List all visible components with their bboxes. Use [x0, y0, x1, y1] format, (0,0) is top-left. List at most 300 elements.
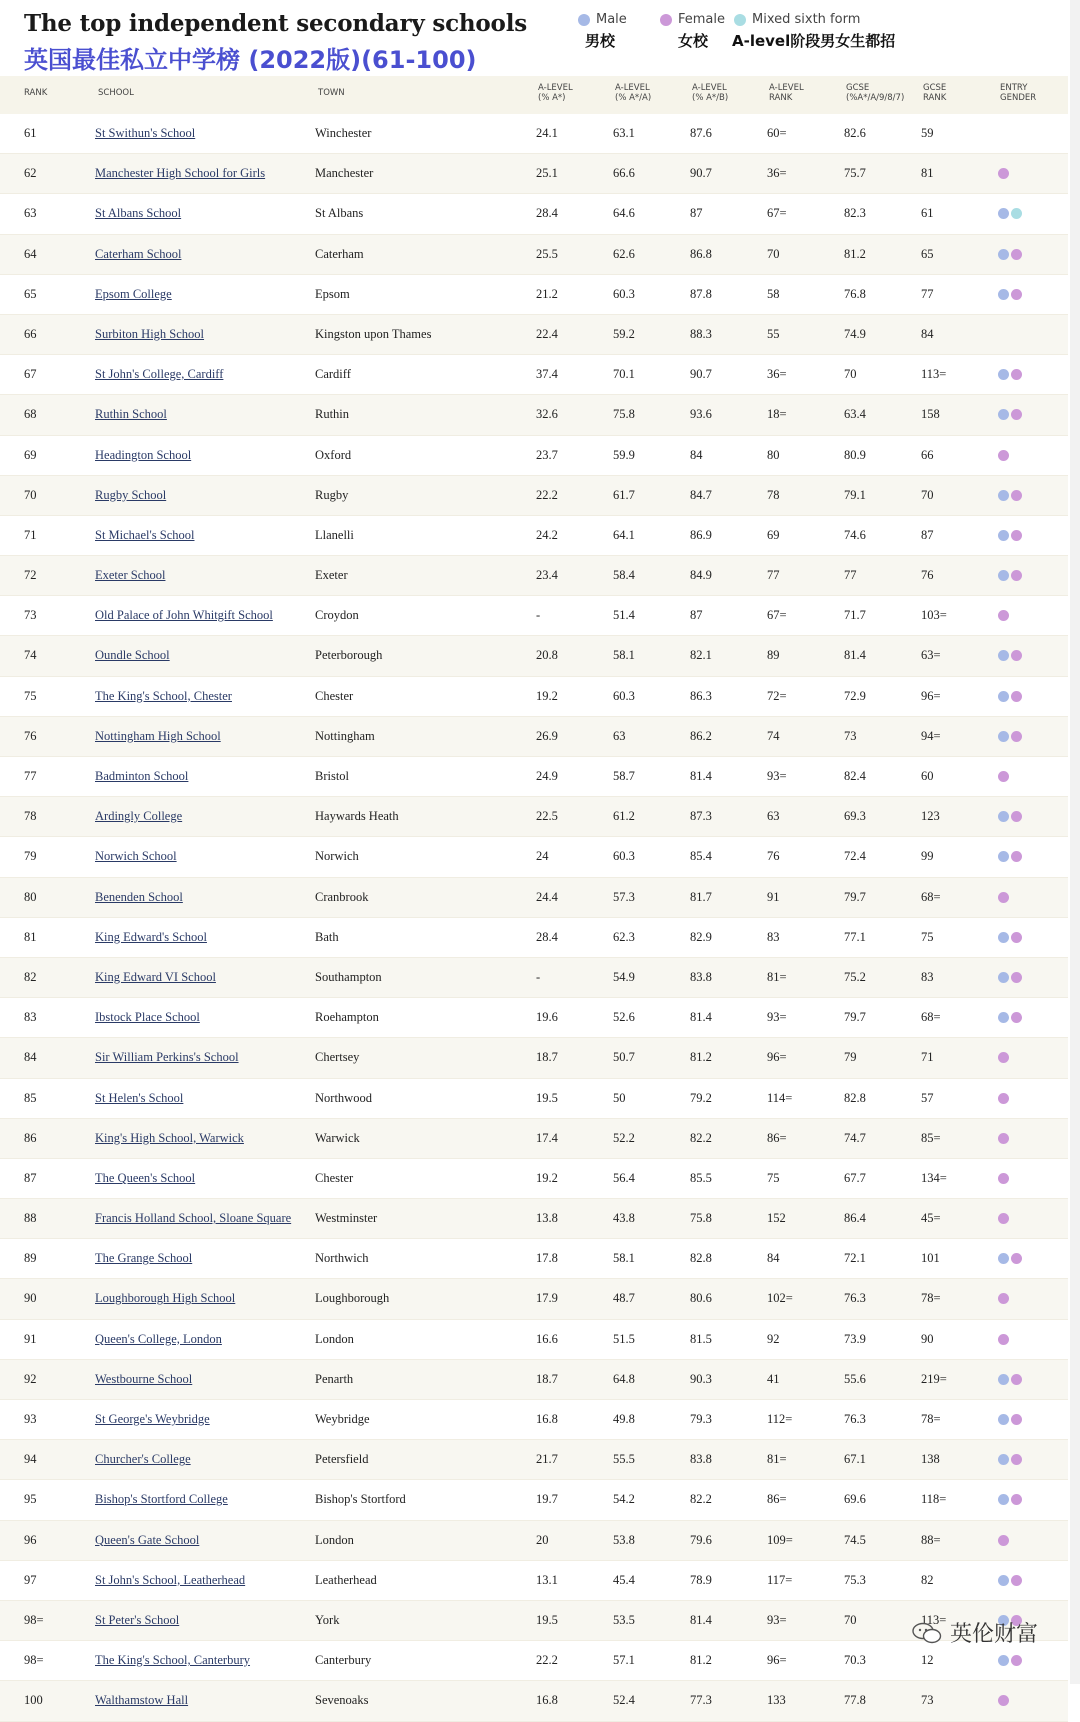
alevel-a-cell: 19.7	[536, 1492, 558, 1507]
gcse-rank-cell: 12	[921, 1653, 934, 1668]
col-gcse	[846, 83, 904, 103]
alevel-ab-cell: 81.4	[690, 1010, 712, 1025]
rank-cell: 79	[24, 849, 37, 864]
school-link[interactable]: Exeter School	[95, 568, 166, 583]
town-cell: Winchester	[315, 126, 372, 140]
female-dot-icon	[1011, 289, 1022, 300]
gcse-rank-cell: 134=	[921, 1170, 947, 1185]
male-dot-icon	[998, 208, 1009, 219]
entry-gender	[998, 289, 1024, 300]
female-dot-icon	[1011, 1655, 1022, 1666]
male-dot-icon	[998, 1454, 1009, 1465]
school-link[interactable]: Surbiton High School	[95, 326, 205, 341]
gcse-cell: 71.7	[844, 608, 866, 623]
rank-cell: 66	[24, 326, 37, 341]
entry-gender	[998, 450, 1011, 461]
town-cell: York	[315, 1612, 340, 1627]
table-row	[0, 958, 1068, 998]
table-row	[0, 878, 1068, 918]
town-cell: Northwich	[315, 1251, 369, 1266]
alevel-rank-cell: 74	[767, 728, 780, 743]
mixed-dot-icon	[1011, 208, 1022, 219]
alevel-ab-cell: 90.3	[690, 1371, 712, 1386]
alevel-a-cell: 21.2	[536, 286, 558, 301]
school-link[interactable]: Ardingly College	[95, 809, 183, 824]
gcse-rank-cell: 60	[921, 769, 934, 783]
col-alevel-ab	[692, 83, 728, 103]
page-edge	[1070, 0, 1080, 1684]
alevel-rank-cell: 76	[767, 849, 780, 864]
rank-cell: 93	[24, 1412, 37, 1426]
mixed-dot-icon	[734, 14, 746, 26]
alevel-ab-cell: 79.6	[690, 1532, 712, 1547]
alevel-a-cell: 20	[536, 1532, 549, 1547]
town-cell: Haywards Heath	[315, 809, 399, 824]
alevel-ab-cell: 81.5	[690, 1331, 712, 1346]
town-cell: Sevenoaks	[315, 1693, 369, 1708]
school-link[interactable]: The Queen's School	[95, 1170, 196, 1185]
alevel-a-cell: 19.5	[536, 1090, 558, 1105]
town-cell: Exeter	[315, 568, 348, 583]
rank-cell: 98=	[24, 1653, 44, 1668]
male-dot-icon	[998, 731, 1009, 742]
rank-cell: 76	[24, 728, 37, 743]
alevel-rank-cell: 81=	[767, 1452, 787, 1467]
female-dot-icon	[998, 1052, 1009, 1063]
rank-cell: 83	[24, 1010, 37, 1025]
alevel-rank-cell: 78	[767, 487, 780, 502]
school-link[interactable]: St John's College, Cardiff	[95, 367, 224, 382]
col-alevel-aa-line2: (% A*/A)	[615, 93, 652, 103]
gcse-rank-cell: 61	[921, 206, 934, 221]
alevel-aa-cell: 58.1	[613, 1251, 635, 1266]
alevel-ab-cell: 93.6	[690, 407, 712, 422]
gcse-cell: 75.2	[844, 969, 866, 984]
alevel-ab-cell: 81.7	[690, 889, 712, 904]
school-link[interactable]: The King's School, Chester	[95, 688, 232, 703]
school-link[interactable]: Ruthin School	[95, 407, 167, 422]
school-link[interactable]: The Grange School	[95, 1251, 193, 1266]
gcse-cell: 74.5	[844, 1532, 866, 1547]
table-row	[0, 114, 1068, 154]
alevel-rank-cell: 67=	[767, 206, 787, 221]
gcse-cell: 67.1	[844, 1452, 866, 1467]
entry-gender	[998, 1575, 1024, 1586]
rank-cell: 64	[24, 246, 37, 261]
rank-cell: 75	[24, 688, 37, 703]
table-row	[0, 1601, 1068, 1641]
alevel-a-cell: 23.7	[536, 447, 558, 462]
alevel-rank-cell: 96=	[767, 1050, 787, 1065]
alevel-aa-cell: 54.2	[613, 1492, 635, 1507]
gcse-cell: 75.3	[844, 1572, 866, 1587]
school-link[interactable]: Francis Holland School, Sloane Square	[95, 1211, 292, 1226]
entry-gender	[998, 1334, 1011, 1345]
gcse-cell: 77	[844, 568, 857, 583]
school-link[interactable]: Badminton School	[95, 769, 189, 783]
table-row	[0, 1561, 1068, 1601]
gcse-rank-cell: 73	[921, 1693, 934, 1708]
alevel-a-cell: 17.4	[536, 1130, 558, 1145]
alevel-rank-cell: 117=	[767, 1572, 793, 1587]
school-link[interactable]: Oundle School	[95, 648, 170, 663]
school-link[interactable]: Queen's College, London	[95, 1331, 222, 1346]
table-row	[0, 1480, 1068, 1520]
alevel-ab-cell: 77.3	[690, 1693, 712, 1708]
col-school: SCHOOL	[98, 88, 134, 98]
alevel-ab-cell: 84	[690, 447, 703, 462]
alevel-rank-cell: 93=	[767, 1010, 787, 1025]
alevel-a-cell: 23.4	[536, 568, 558, 583]
table-row	[0, 797, 1068, 837]
male-dot-icon	[998, 249, 1009, 260]
alevel-ab-cell: 86.9	[690, 527, 712, 542]
female-dot-icon	[998, 892, 1009, 903]
school-link[interactable]: Queen's Gate School	[95, 1532, 200, 1547]
gcse-rank-cell: 101	[921, 1251, 940, 1266]
school-link[interactable]: St Peter's School	[95, 1612, 180, 1627]
town-cell: Oxford	[315, 447, 352, 462]
alevel-ab-cell: 82.8	[690, 1251, 712, 1266]
school-link[interactable]: St Helen's School	[95, 1090, 184, 1105]
female-dot-icon	[1011, 811, 1022, 822]
school-link[interactable]: Norwich School	[95, 849, 177, 864]
alevel-a-cell: 22.2	[536, 487, 558, 502]
page-title: The top independent secondary schools	[24, 10, 527, 37]
gcse-cell: 80.9	[844, 447, 866, 462]
col-alevel-ab-line2: (% A*/B)	[692, 93, 729, 103]
rank-cell: 78	[24, 809, 37, 824]
male-dot-icon	[998, 811, 1009, 822]
gcse-rank-cell: 123	[921, 809, 940, 824]
table-row	[0, 1521, 1068, 1561]
female-dot-icon	[998, 1093, 1009, 1104]
alevel-a-cell: 18.7	[536, 1050, 558, 1065]
table-row	[0, 596, 1068, 636]
rank-cell: 82	[24, 969, 37, 984]
alevel-aa-cell: 53.8	[613, 1532, 635, 1547]
school-link[interactable]: Caterham School	[95, 246, 182, 261]
alevel-rank-cell: 36=	[767, 367, 787, 382]
school-link[interactable]: Sir William Perkins's School	[95, 1050, 239, 1065]
school-link[interactable]: Westbourne School	[95, 1371, 193, 1386]
school-link[interactable]: Headington School	[95, 447, 192, 462]
alevel-rank-cell: 55	[767, 326, 780, 341]
gcse-rank-cell: 78=	[921, 1291, 941, 1306]
alevel-rank-cell: 152	[767, 1211, 786, 1226]
gcse-cell: 82.4	[844, 769, 866, 783]
male-dot-icon	[998, 530, 1009, 541]
alevel-a-cell: 16.6	[536, 1331, 558, 1346]
rank-cell: 85	[24, 1090, 37, 1105]
alevel-a-cell: 17.9	[536, 1291, 558, 1306]
gcse-cell: 74.9	[844, 326, 866, 341]
gcse-rank-cell: 113=	[921, 367, 947, 382]
alevel-a-cell: 21.7	[536, 1452, 558, 1467]
gcse-cell: 79	[844, 1050, 857, 1065]
town-cell: Petersfield	[315, 1452, 369, 1467]
watermark-text: 英伦财富	[949, 1622, 1038, 1647]
gcse-rank-cell: 84	[921, 326, 934, 341]
table-row	[0, 1199, 1068, 1239]
gcse-rank-cell: 68=	[921, 1010, 941, 1025]
alevel-aa-cell: 48.7	[613, 1291, 635, 1306]
school-link[interactable]: Bishop's Stortford College	[95, 1492, 228, 1507]
alevel-a-cell: 28.4	[536, 929, 558, 944]
alevel-aa-cell: 55.5	[613, 1452, 635, 1467]
alevel-ab-cell: 78.9	[690, 1572, 712, 1587]
gcse-rank-cell: 45=	[921, 1211, 941, 1226]
legend-mixed-label: Mixed sixth form	[752, 12, 861, 27]
school-link[interactable]: Churcher's College	[95, 1452, 191, 1467]
female-dot-icon	[1011, 369, 1022, 380]
alevel-aa-cell: 58.7	[613, 769, 635, 783]
school-link[interactable]: Manchester High School for Girls	[95, 166, 266, 181]
gcse-cell: 70	[844, 367, 857, 382]
gcse-rank-cell: 65	[921, 246, 934, 261]
alevel-ab-cell: 79.2	[690, 1090, 712, 1105]
gcse-rank-cell: 78=	[921, 1412, 941, 1426]
schools-table	[0, 114, 1068, 1722]
rank-cell: 72	[24, 568, 37, 583]
col-gcse-line1: GCSE	[846, 83, 870, 93]
alevel-ab-cell: 85.4	[690, 849, 712, 864]
town-cell: Llanelli	[315, 527, 354, 542]
female-dot-icon	[1011, 691, 1022, 702]
entry-gender	[998, 1414, 1024, 1425]
gcse-cell: 73.9	[844, 1331, 866, 1346]
alevel-aa-cell: 60.3	[613, 688, 635, 703]
alevel-ab-cell: 87	[690, 608, 703, 623]
alevel-rank-cell: 58	[767, 286, 780, 301]
school-link[interactable]: St John's School, Leatherhead	[95, 1572, 246, 1587]
alevel-a-cell: 17.8	[536, 1251, 558, 1266]
alevel-rank-cell: 109=	[767, 1532, 793, 1547]
col-alevel-rank	[769, 83, 804, 103]
alevel-aa-cell: 53.5	[613, 1612, 635, 1627]
alevel-a-cell: 32.6	[536, 407, 558, 422]
gcse-cell: 55.6	[844, 1371, 866, 1386]
entry-gender	[998, 1093, 1011, 1104]
alevel-ab-cell: 83.8	[690, 969, 712, 984]
alevel-rank-cell: 18=	[767, 407, 787, 422]
col-alevel-rank-line1: A-LEVEL	[769, 83, 804, 93]
school-link[interactable]: St Michael's School	[95, 527, 195, 542]
alevel-aa-cell: 61.2	[613, 809, 635, 824]
table-row	[0, 154, 1068, 194]
male-dot-icon	[998, 932, 1009, 943]
alevel-ab-cell: 80.6	[690, 1291, 712, 1306]
school-link[interactable]: St Albans School	[95, 206, 182, 221]
alevel-aa-cell: 54.9	[613, 969, 635, 984]
alevel-aa-cell: 66.6	[613, 166, 635, 181]
school-link[interactable]: King's High School, Warwick	[95, 1130, 244, 1145]
female-dot-icon	[998, 771, 1009, 782]
male-dot-icon	[998, 1253, 1009, 1264]
school-link[interactable]: Epsom College	[95, 286, 172, 301]
col-entry-line2: GENDER	[1000, 93, 1037, 103]
rank-cell: 86	[24, 1130, 37, 1145]
town-cell: Chester	[315, 688, 354, 703]
alevel-a-cell: 26.9	[536, 728, 558, 743]
alevel-ab-cell: 87.3	[690, 809, 712, 824]
rank-cell: 62	[24, 166, 37, 181]
entry-gender	[998, 1213, 1011, 1224]
gcse-cell: 81.4	[844, 648, 866, 663]
rank-cell: 73	[24, 608, 37, 623]
alevel-aa-cell: 45.4	[613, 1572, 635, 1587]
male-dot-icon	[998, 1414, 1009, 1425]
alevel-rank-cell: 102=	[767, 1291, 793, 1306]
table-row	[0, 1279, 1068, 1319]
alevel-rank-cell: 63	[767, 809, 780, 824]
school-link[interactable]: The King's School, Canterbury	[95, 1653, 251, 1668]
entry-gender	[998, 691, 1024, 702]
gcse-rank-cell: 77	[921, 286, 934, 301]
alevel-rank-cell: 69	[767, 527, 780, 542]
gcse-rank-cell: 118=	[921, 1492, 947, 1507]
entry-gender	[998, 1454, 1024, 1465]
school-link[interactable]: Old Palace of John Whitgift School	[95, 608, 273, 623]
legend-male-note: 男校	[585, 32, 616, 50]
gcse-cell: 81.2	[844, 246, 866, 261]
alevel-a-cell: 16.8	[536, 1412, 558, 1426]
table-row	[0, 355, 1068, 395]
alevel-aa-cell: 64.1	[613, 527, 635, 542]
town-cell: St Albans	[315, 206, 364, 221]
alevel-a-cell: 24.2	[536, 527, 558, 542]
entry-gender	[998, 771, 1011, 782]
gcse-cell: 79.7	[844, 1010, 866, 1025]
alevel-ab-cell: 90.7	[690, 367, 712, 382]
school-link[interactable]: Ibstock Place School	[95, 1010, 200, 1025]
female-dot-icon	[1011, 1012, 1022, 1023]
legend-female-label: Female	[678, 12, 726, 27]
rank-cell: 98=	[24, 1612, 44, 1627]
legend-female-note: 女校	[678, 32, 709, 50]
rank-cell: 100	[24, 1693, 43, 1708]
school-link[interactable]: King Edward VI School	[95, 969, 216, 984]
alevel-ab-cell: 88.3	[690, 326, 712, 341]
col-alevel-rank-line2: RANK	[769, 93, 793, 103]
entry-gender	[998, 409, 1024, 420]
alevel-a-cell: 20.8	[536, 648, 558, 663]
town-cell: Northwood	[315, 1090, 372, 1105]
table-row	[0, 1038, 1068, 1078]
school-link[interactable]: Benenden School	[95, 889, 183, 904]
school-link[interactable]: Loughborough High School	[95, 1291, 236, 1306]
alevel-rank-cell: 75	[767, 1170, 780, 1185]
town-cell: Westminster	[315, 1211, 378, 1226]
female-dot-icon	[998, 1133, 1009, 1144]
legend-mixed-note: A-level阶段男女生都招	[732, 32, 896, 50]
male-dot-icon	[998, 1494, 1009, 1505]
gcse-cell: 69.3	[844, 809, 866, 824]
school-link[interactable]: St Swithun's School	[95, 126, 196, 140]
female-dot-icon	[998, 1213, 1009, 1224]
alevel-a-cell: -	[536, 969, 541, 984]
col-gcse-line2: (%A*/A/9/8/7)	[846, 93, 905, 103]
female-dot-icon	[1011, 932, 1022, 943]
town-cell: Bristol	[315, 769, 350, 783]
gcse-cell: 82.6	[844, 126, 866, 140]
col-entry-line1: ENTRY	[1000, 83, 1028, 93]
alevel-a-cell: 37.4	[536, 367, 558, 382]
female-dot-icon	[998, 1173, 1009, 1184]
gcse-cell: 86.4	[844, 1211, 866, 1226]
gcse-cell: 77.8	[844, 1693, 866, 1708]
alevel-rank-cell: 89	[767, 648, 780, 663]
col-alevel-a	[538, 83, 573, 103]
entry-gender	[998, 1293, 1011, 1304]
alevel-aa-cell: 52.6	[613, 1010, 635, 1025]
entry-gender	[998, 1655, 1024, 1666]
female-dot-icon	[998, 168, 1009, 179]
school-link[interactable]: St George's Weybridge	[95, 1412, 210, 1426]
entry-gender	[998, 168, 1011, 179]
town-cell: Loughborough	[315, 1291, 390, 1306]
town-cell: Ruthin	[315, 407, 350, 422]
entry-gender	[998, 1494, 1024, 1505]
alevel-rank-cell: 80	[767, 447, 780, 462]
alevel-rank-cell: 67=	[767, 608, 787, 623]
rank-cell: 94	[24, 1452, 37, 1467]
female-dot-icon	[998, 450, 1009, 461]
alevel-a-cell: -	[536, 608, 541, 623]
alevel-ab-cell: 86.8	[690, 246, 712, 261]
alevel-ab-cell: 82.2	[690, 1492, 712, 1507]
entry-gender	[998, 1173, 1011, 1184]
col-alevel-aa-line1: A-LEVEL	[615, 83, 650, 93]
table-row	[0, 837, 1068, 877]
table-row	[0, 1239, 1068, 1279]
table-row	[0, 636, 1068, 676]
alevel-a-cell: 13.1	[536, 1572, 558, 1587]
female-dot-icon	[998, 1535, 1009, 1546]
table-row	[0, 556, 1068, 596]
entry-gender	[998, 208, 1024, 219]
entry-gender	[998, 1052, 1011, 1063]
alevel-aa-cell: 59.9	[613, 447, 635, 462]
town-cell: Cardiff	[315, 367, 351, 382]
alevel-ab-cell: 81.2	[690, 1050, 712, 1065]
col-alevel-ab-line1: A-LEVEL	[692, 83, 727, 93]
gcse-rank-cell: 90	[921, 1331, 934, 1346]
alevel-rank-cell: 36=	[767, 166, 787, 181]
town-cell: Caterham	[315, 246, 364, 261]
school-link[interactable]: King Edward's School	[95, 929, 207, 944]
school-link[interactable]: Rugby School	[95, 487, 167, 502]
school-link[interactable]: Nottingham High School	[95, 728, 221, 743]
legend-female	[660, 12, 725, 27]
gcse-cell: 76.3	[844, 1412, 866, 1426]
rank-cell: 89	[24, 1251, 37, 1266]
entry-gender	[998, 1535, 1011, 1546]
entry-gender	[998, 1012, 1024, 1023]
table-row	[0, 194, 1068, 234]
school-link[interactable]: Walthamstow Hall	[95, 1693, 189, 1708]
alevel-aa-cell: 51.5	[613, 1331, 635, 1346]
male-dot-icon	[998, 972, 1009, 983]
town-cell: Bishop's Stortford	[315, 1492, 406, 1507]
alevel-a-cell: 25.5	[536, 246, 558, 261]
entry-gender	[998, 932, 1024, 943]
col-gcse-rank-line1: GCSE	[923, 83, 947, 93]
male-dot-icon	[998, 1655, 1009, 1666]
male-dot-icon	[998, 490, 1009, 501]
alevel-aa-cell: 70.1	[613, 367, 635, 382]
gcse-rank-cell: 85=	[921, 1130, 941, 1145]
